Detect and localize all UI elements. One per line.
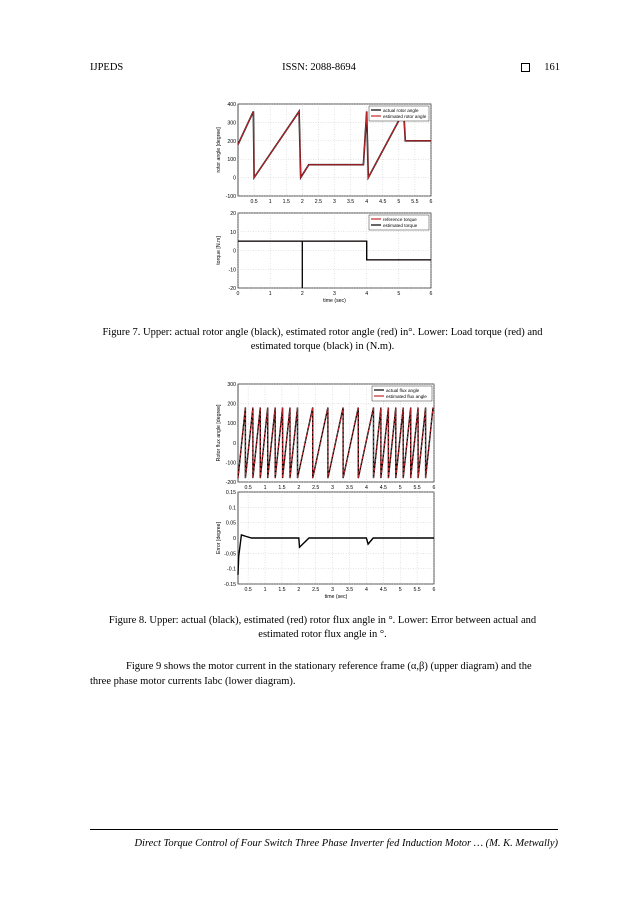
x-tick-label: 1.5 [282,199,290,205]
x-tick-label: 0.5 [244,587,252,593]
figure-8-caption-line-1: Figure 8. Upper: actual (black), estimated (red) rotor flux angle in °. Lower: Error between actual and [108,615,537,626]
chart-panel-2 [216,382,436,491]
y-tick-label: 0.05 [225,520,236,527]
x-tick-label: 1.5 [278,587,286,593]
body-paragraph [90,659,558,689]
y-tick-label: 0 [233,248,236,255]
legend-entry: actual flux angle [386,388,420,393]
x-axis-label: time (sec) [323,298,346,304]
y-tick-label: -200 [225,480,236,486]
x-tick-label: 5 [397,291,401,297]
y-tick-label: 100 [227,157,236,164]
x-tick-label: 3.5 [345,485,354,491]
y-tick-label: 20 [230,211,236,217]
x-tick-label: 0.5 [244,485,252,491]
x-tick-label: 5.5 [411,199,419,205]
figure-8-chart [212,378,440,606]
x-tick-label: 0.5 [250,199,258,205]
x-tick-label: 5 [398,485,402,491]
paragraph-line-1: Figure 9 shows the motor current in the stationary reference frame (α,β) (upper diagram) and the [126,661,532,672]
y-tick-label: 200 [227,138,236,145]
x-tick-label: 5.5 [413,485,421,491]
figure-8-caption [90,614,555,642]
x-tick-label: 1.5 [278,485,286,491]
legend-entry: actual rotor angle [383,108,419,113]
x-tick-label: 3.5 [346,199,355,205]
y-tick-label: -10 [228,267,236,274]
x-tick-label: 4.5 [379,485,387,491]
x-tick-label: 4 [365,199,369,205]
figure-7-caption-line-1: Figure 7. Upper: actual rotor angle (black), estimated rotor angle (red) in°. Lower: Load torque (red) and [102,327,543,338]
x-tick-label: 2.5 [312,587,320,593]
x-tick-label: 4 [365,291,369,297]
x-tick-label: 6 [432,485,436,491]
y-tick-label: -0.1 [227,566,236,573]
y-tick-label: 300 [227,120,236,127]
x-tick-label: 5 [397,199,401,205]
x-tick-label: 2 [297,485,301,491]
y-tick-label: -100 [225,194,236,200]
y-tick-label: 300 [227,382,236,388]
x-tick-label: 5.5 [413,587,421,593]
legend-entry: estimated flux angle [386,394,427,399]
x-tick-label: 4 [364,587,368,593]
x-tick-label: 6 [429,199,433,205]
figure-8-caption-line-2: estimated rotor flux angle in °. [258,629,387,640]
x-tick-label: 1 [268,199,272,205]
figure-7-caption [90,326,555,354]
y-axis-label: Rotor flux angle [degree] [216,404,222,462]
legend-entry: estimated torque [383,223,418,228]
x-tick-label: 4.5 [379,587,387,593]
legend [372,386,432,401]
footer-rule [90,829,558,830]
y-tick-label: 200 [227,401,236,408]
paragraph-line-2: three phase motor currents Iabc (lower diagram). [90,676,296,687]
x-tick-label: 4 [364,485,368,491]
x-tick-label: 5 [398,587,402,593]
x-tick-label: 3 [331,587,335,593]
x-tick-label: 3 [333,291,336,297]
chart-panel-3 [216,490,436,600]
page-number-group [521,62,560,73]
x-tick-label: 2.5 [314,199,323,205]
y-tick-label: 10 [230,229,236,236]
x-tick-label: 2 [297,587,301,593]
x-tick-label: 2 [300,199,304,205]
x-tick-label: 2.5 [312,485,320,491]
y-tick-label: 100 [227,421,236,428]
x-tick-label: 3 [333,199,336,205]
chart-panel-1 [216,211,433,304]
checkbox-icon [521,63,530,72]
y-axis-label: Error [degree] [216,521,222,555]
y-tick-label: 0 [233,440,236,447]
legend-entry: reference torque [383,217,417,222]
x-tick-label: 6 [432,587,436,593]
y-tick-label: 400 [227,102,236,108]
x-axis-label: time (sec) [324,594,348,600]
y-tick-label: -0.05 [224,551,236,558]
y-tick-label: -0.15 [224,582,236,588]
figure-7-chart [212,100,437,315]
journal-name: IJPEDS [90,62,124,73]
x-tick-label: 2 [300,291,304,297]
x-tick-label: 3.5 [345,587,354,593]
x-tick-label: 6 [429,291,433,297]
y-axis-label: torque [N.m] [216,236,222,265]
y-axis-label: rotor angle [degree] [216,127,222,173]
y-tick-label: 0 [233,536,236,542]
issn: ISSN: 2088-8694 [282,62,356,73]
legend-entry: estimated rotor angle [383,114,427,119]
figure-8 [212,378,440,606]
page-number: 161 [544,62,560,73]
chart-panel-0 [216,102,433,205]
figure-7 [212,100,437,315]
legend [369,215,429,230]
legend [369,106,429,121]
x-tick-label: 1 [263,485,267,491]
y-tick-label: 0.15 [225,490,236,496]
x-tick-label: 3 [331,485,335,491]
x-tick-label: 0 [236,291,240,297]
x-tick-label: 4.5 [379,199,387,205]
y-tick-label: -100 [225,460,236,467]
x-tick-label: 1 [263,587,267,593]
figure-7-caption-line-2: estimated torque (black) in (N.m). [250,341,395,352]
y-tick-label: -20 [228,286,236,292]
y-tick-label: 0.1 [228,505,236,512]
y-tick-label: 0 [233,175,236,182]
footer-text: Direct Torque Control of Four Switch Three Phase Inverter fed Induction Motor … (M. K. Metwally) [134,838,558,849]
x-tick-label: 1 [268,291,272,297]
